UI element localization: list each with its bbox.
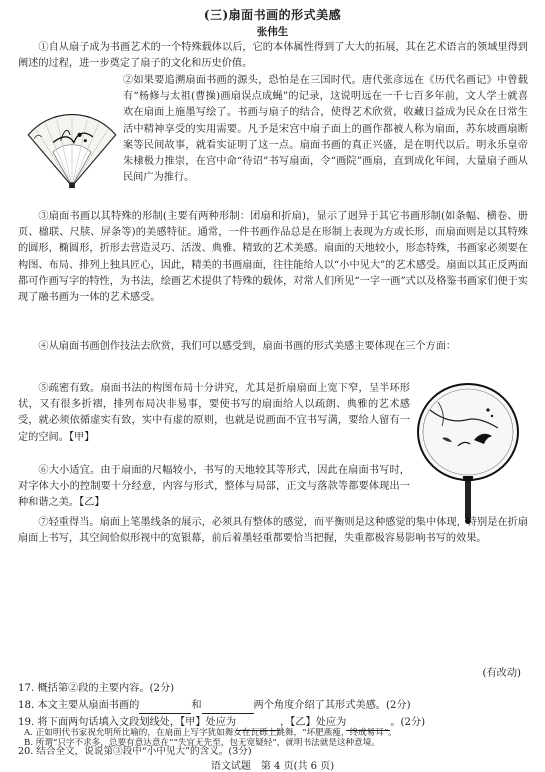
paragraph-1: ①自从扇子成为书画艺术的一个特殊载体以后，它的本体属性得到了大大的拓展，其在艺术语言的领域里得到阐述的过程，进一步奠定了扇子的文化和历史价值。 <box>18 42 528 70</box>
article-author: 张伟生 <box>256 26 289 38</box>
round-fan-icon <box>408 380 528 525</box>
source-note: (有改动) <box>482 668 521 679</box>
option-b: B. 所谓“只字不求多，总要有意达意在”“失宜无先至，包无宽疑轻”，就明书法就是这种意境。 <box>24 737 380 748</box>
answer-blank-18b[interactable] <box>202 713 254 714</box>
paragraph-2-text: ②如果要追溯扇面书画的源头，恐怕是在三国时代。唐代张彦远在《历代名画记》中曾载有“杨修与太祖(曹操)画扇误点成蝇”的记录，这说明远在一千七百多年前，文人学士就喜欢在扇面上施墨写绘了。书画与扇子的结合，使得艺术欣赏，收藏日益成为民众在日常生活中精神享受的实用需要。凡予是宋宫中扇子面上的画作都被人称为扇面，苏东坡画扇断案等民间故事，就看实证明了这一点。扇面书画的真正兴盛，是在明代以后。明永乐皇帝朱棣极力推崇，在宫中命“待诏”书写扇面，令“画院”画扇，直到成化年间，大量扇子画从民间广为推行。 <box>123 75 528 184</box>
paragraph-7: ⑦轻重得当。扇面上笔墨线条的展示，必须具有整体的感觉，而平衡则是这种感觉的集中体现，特别是在折扇扇面上书写，其空间恰似形视中的宽银幕，前后着墨轻重都要恰当把握，失重都极容易影响书写的效果。 <box>18 517 528 545</box>
paragraph-6: ⑥大小适宜。由于扇面的尺幅较小，书写的天地较其等形式，因此在扇面书写时，对字体大小的控制要十分经意，内容与形式，整体与局部，正文与落款等都要体现出一种和谐之美。【乙】 <box>18 465 410 509</box>
article-title: (三)扇面书画的形式美感 <box>203 8 342 22</box>
option-a: A. 正如明代书家祝允明所比喻的，在扇面上写字犹如舞女在瓦砾上跳舞，“坏肥燕瘦，终成易耳”。 <box>24 728 397 738</box>
question-19: 19. 将下面两句话填入文段划线处，【甲】处应为 ，【乙】处应为 。(2分) <box>18 715 425 731</box>
question-17: 17. 概括第②段的主要内容。(2分) <box>18 683 175 694</box>
answer-blank-18a[interactable] <box>139 713 191 714</box>
question-18: 18. 本文主要从扇面书画的 和 两个角度介绍了其形式美感。(2分) <box>18 698 411 714</box>
paragraph-4: ④从扇面书画创作技法去欣赏，我们可以感受到，扇面书画的形式美感主要体现在三个方面： <box>38 341 457 352</box>
folding-fan-icon <box>24 114 120 190</box>
question-20-text: 20. 结合全文，说说第③段中“小中见大”的含义。(3分) <box>18 746 252 757</box>
page-footer: 语文试题 第 4 页(共 6 页) <box>210 761 335 772</box>
paragraph-5: ⑤疏密有致。扇面书法的构图布局十分讲究，尤其是折扇扇面上宽下窄，呈半环形状，又有很多折褶，排列布局决非易事，要使书写的扇面给人以疏朗、典雅的艺术感受，就必须依循虚实有致，实中有虚的原则，也就是说画面不宜书写满，要给人留有一定的空间。【甲】 <box>18 383 410 443</box>
paragraph-3: ③扇面书画以其特殊的形制(主要有两种形制：团扇和折扇)，显示了迥异于其它书画形制(如条幅、横卷、册页、楹联、尺牍、屏条等)的美感特征。通常，一件书画作品总是在形制上表现为方或长形，而扇面则是以其特殊的圆形，椭圆形，折形去营造灵巧、活泼、典雅、精致的艺术美感。扇面的天地较小，形态特殊，书画家必须要在构图、布局、排列上独具匠心，因此，精美的书画扇面，往往能给人以“小中见大”的艺术感受。扇面以其正反两面都可作画写字的特性，为书法，绘画艺术提供了特殊的载体，对常人们所见“一字一画”式以及格鉴书画家们便于实现了融书画为一体的艺术感受。 <box>18 211 528 304</box>
